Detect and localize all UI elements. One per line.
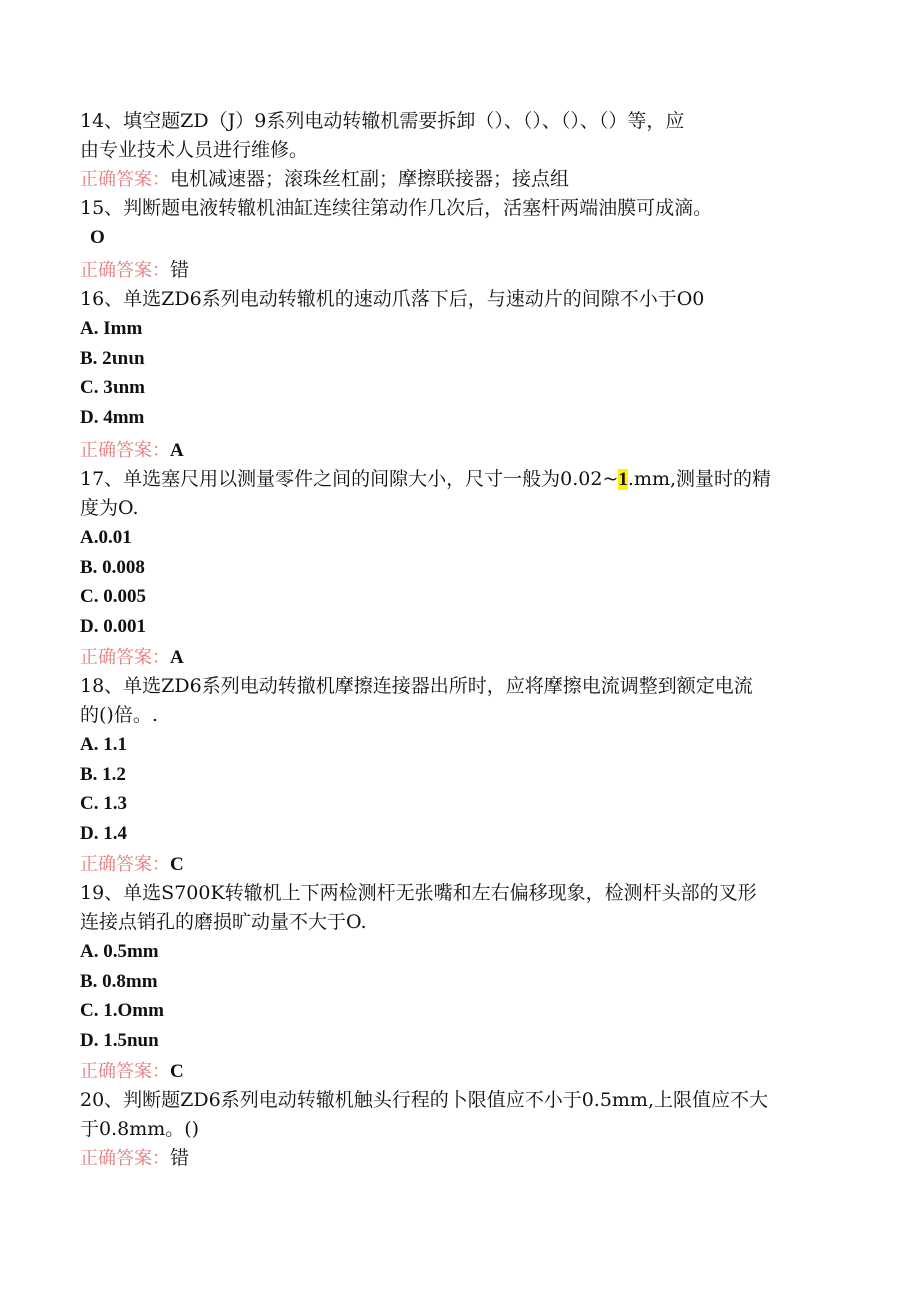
question-19 — [80, 879, 840, 1086]
question-text: O — [90, 227, 105, 248]
answer-value: A — [170, 647, 184, 668]
option-d: D. 1.4 — [80, 822, 127, 844]
option-b: B. 0.008 — [80, 556, 145, 578]
option-c: C. 1.Omm — [80, 1000, 164, 1021]
question-text: 15、判断题电液转辙机油缸连续往第动作几次后，活塞杆两端油膜可成滴。 — [80, 197, 713, 219]
option-b: B. 1.2 — [80, 763, 126, 785]
question-15 — [80, 194, 840, 285]
question-14 — [80, 107, 840, 194]
question-18 — [80, 672, 840, 879]
highlight: 1 — [618, 469, 628, 490]
question-17 — [80, 465, 840, 672]
question-text: 16、单选ZD6系列电动转辙机的速动爪落下后，与速动片的间隙不小于O0 — [80, 288, 705, 310]
answer-value: 错 — [170, 1147, 190, 1169]
option-d: D. 1.5nun — [80, 1029, 159, 1051]
question-text: 度为O. — [80, 497, 139, 519]
question-text: 于0.8mm。() — [80, 1118, 200, 1140]
answer-label: 正确答案： — [80, 1148, 170, 1169]
question-16 — [80, 285, 840, 465]
answer-line — [80, 165, 840, 194]
question-text: 的()倍。. — [80, 704, 158, 726]
option-d: D. 0.001 — [80, 615, 146, 637]
answer-value: 错 — [170, 259, 190, 281]
option-a: A. 0.5mm — [80, 941, 159, 962]
question-20 — [80, 1086, 840, 1173]
answer-label: 正确答案： — [80, 440, 170, 461]
question-text: 18、单选ZD6系列电动转撤机摩擦连接器出所时，应将摩擦电流调整到额定电流 — [80, 675, 753, 697]
option-c: C. 1.3 — [80, 793, 127, 814]
option-d: D. 4mm — [80, 406, 145, 428]
answer-line — [80, 643, 840, 672]
answer-line — [80, 1057, 840, 1086]
option-c: C. 3ιnm — [80, 377, 146, 398]
question-text: 14、填空题ZD（J）9系列电动转辙机需要拆卸（）、（）、（）、（）等，应 — [80, 110, 685, 132]
option-c: C. 0.005 — [80, 586, 146, 607]
answer-label: 正确答案： — [80, 260, 170, 281]
answer-line — [80, 1144, 840, 1173]
question-text: 17、单选塞尺用以测量零件之间的间隙大小，尺寸一般为0.02~1.mm,测量时的精 — [80, 468, 772, 490]
option-b: B. 0.8mm — [80, 970, 158, 992]
answer-line — [80, 256, 840, 285]
answer-label: 正确答案： — [80, 169, 170, 190]
answer-value: C — [170, 1061, 184, 1082]
question-text: 19、单选S700K转辙机上下两检测杆无张嘴和左右偏移现象，检测杆头部的叉形 — [80, 882, 757, 904]
question-text: 由专业技术人员进行维修。 — [80, 139, 309, 161]
answer-value: 电机减速器；滚珠丝杠副；摩擦联接器；接点组 — [170, 168, 570, 190]
option-a: A. 1.1 — [80, 734, 127, 755]
answer-line — [80, 850, 840, 879]
question-text: 20、判断题ZD6系列电动转辙机触头行程的卜限值应不小于0.5mm,上限值应不大 — [80, 1089, 768, 1111]
option-a: A. Imm — [80, 318, 143, 339]
answer-value: A — [170, 440, 184, 461]
option-b: B. 2ιnιn — [80, 347, 145, 369]
answer-label: 正确答案： — [80, 647, 170, 668]
answer-line — [80, 436, 840, 465]
answer-value: C — [170, 854, 184, 875]
question-text: 连接点销孔的磨损旷动量不大于O. — [80, 911, 367, 933]
document-page — [80, 107, 840, 1173]
answer-label: 正确答案： — [80, 1061, 170, 1082]
option-a: A.0.01 — [80, 527, 132, 548]
answer-label: 正确答案： — [80, 854, 170, 875]
